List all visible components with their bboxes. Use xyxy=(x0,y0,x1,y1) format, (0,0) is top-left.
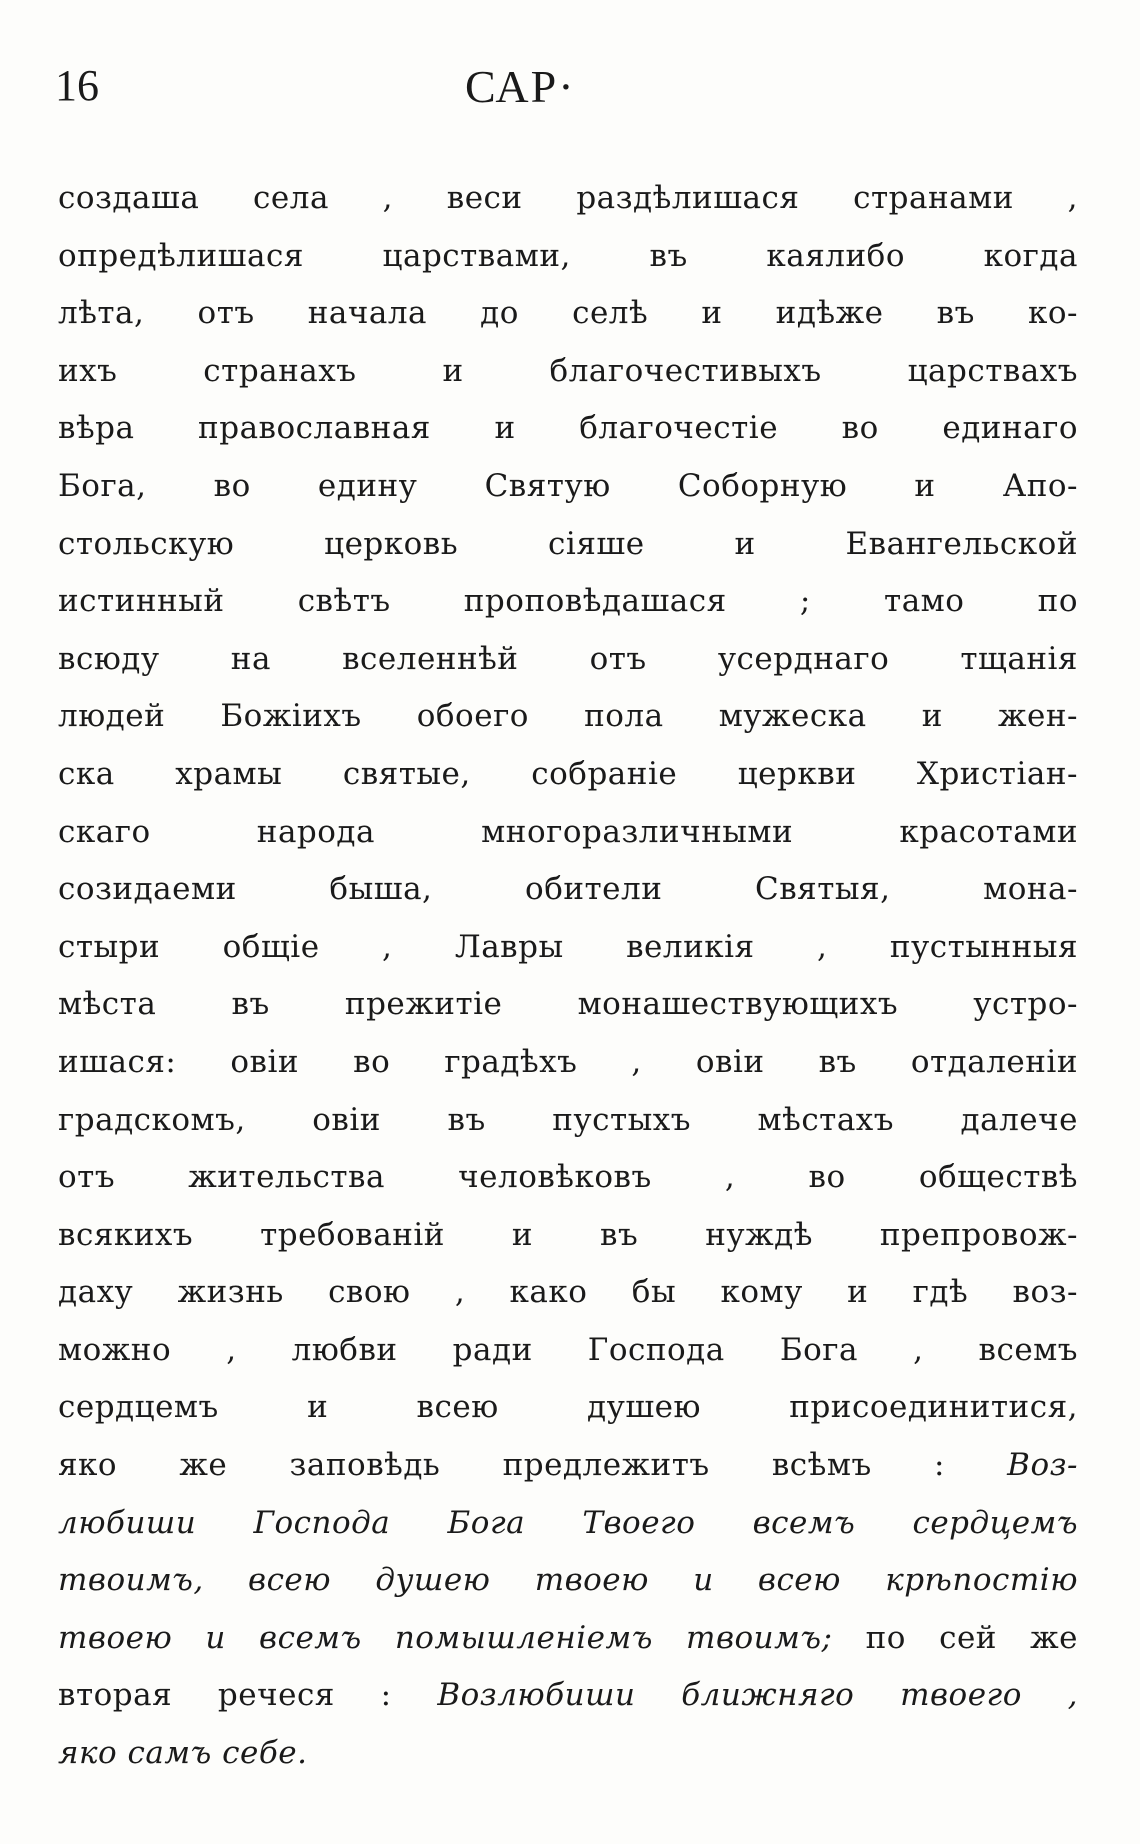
line-text: Бога, во едину Святую Соборную и Апо- xyxy=(58,467,1078,504)
line-italic-text: яко самъ себе. xyxy=(58,1735,308,1772)
text-line xyxy=(58,343,1078,401)
text-line xyxy=(58,976,1078,1034)
text-line xyxy=(58,516,1078,574)
line-text: стыри общіе , Лавры великія , пустынныя xyxy=(58,928,1078,965)
line-text: вѣра православная и благочестіе во единаго xyxy=(58,410,1078,447)
text-line xyxy=(58,400,1078,458)
line-text: скаго народа многоразличными красотами xyxy=(58,813,1078,850)
line-italic-text: Возлюбиши ближняго твоего , xyxy=(437,1677,1079,1714)
text-line xyxy=(58,285,1078,343)
text-line xyxy=(58,804,1078,862)
line-italic-text: твоимъ, всею душею твоею и всею крѣпостію xyxy=(58,1562,1078,1599)
line-text: создаша села , веси раздѣлишася странами , xyxy=(58,180,1078,216)
text-line xyxy=(58,1667,1078,1725)
line-italic-text: Воз- xyxy=(1007,1447,1078,1484)
line-text-after: по сей же xyxy=(832,1619,1078,1656)
page-number: 16 xyxy=(55,61,99,110)
text-line xyxy=(58,228,1078,286)
line-text: опредѣлишася царствами, въ каялибо когда xyxy=(58,237,1078,274)
line-text: стольскую церковь сіяше и Евангельской xyxy=(58,525,1078,562)
text-line xyxy=(58,746,1078,804)
text-line xyxy=(58,170,1078,228)
text-line xyxy=(58,919,1078,977)
line-text: можно , любви ради Господа Бога , всемъ xyxy=(58,1331,1078,1368)
text-line xyxy=(58,1437,1078,1495)
text-line xyxy=(58,1495,1078,1553)
text-line xyxy=(58,1092,1078,1150)
text-line xyxy=(58,861,1078,919)
line-text: мѣста въ прежитіе монашествующихъ устро- xyxy=(58,986,1078,1023)
line-italic-text: любиши Господа Бога Твоего всемъ сердцемъ xyxy=(58,1504,1078,1541)
line-text: истинный свѣтъ проповѣдашася ; тамо по xyxy=(58,583,1078,620)
text-line xyxy=(58,1207,1078,1265)
text-line xyxy=(58,688,1078,746)
page-header xyxy=(55,60,1065,140)
line-text: градскомъ, овіи въ пустыхъ мѣстахъ далече xyxy=(58,1101,1078,1138)
text-line xyxy=(58,1379,1078,1437)
text-line xyxy=(58,1610,1078,1668)
line-italic-text: твоею и всемъ помышленіемъ твоимъ; xyxy=(58,1619,833,1656)
line-text: ишася: овіи во градѣхъ , овіи въ отдаленіи xyxy=(58,1043,1078,1080)
running-head: САР· xyxy=(465,61,576,112)
text-line xyxy=(58,1149,1078,1207)
line-text: ихъ странахъ и благочестивыхъ царствахъ xyxy=(58,352,1078,389)
text-line xyxy=(58,1034,1078,1092)
line-text: людей Божіихъ обоего пола мужеска и жен- xyxy=(58,698,1078,735)
line-text: всякихъ требованій и въ нуждѣ препровож- xyxy=(58,1216,1078,1253)
text-line xyxy=(58,1725,1078,1783)
line-text: сердцемъ и всею душею присоединитися, xyxy=(58,1389,1078,1426)
line-text: вторая речеся : xyxy=(58,1677,438,1714)
text-line xyxy=(58,1264,1078,1322)
line-text: лѣта, отъ начала до селѣ и идѣже въ ко- xyxy=(58,295,1078,332)
line-text: яко же заповѣдь предлежитъ всѣмъ : xyxy=(58,1447,1008,1484)
line-text: ска храмы святые, собраніе церкви Христіан- xyxy=(58,755,1078,792)
line-text: отъ жительства человѣковъ , во обществѣ xyxy=(58,1159,1078,1196)
text-line xyxy=(58,631,1078,689)
line-text: даху жизнь свою , како бы кому и гдѣ воз- xyxy=(58,1274,1078,1311)
line-text: созидаеми быша, обители Святыя, мона- xyxy=(58,871,1078,908)
line-text: всюду на вселеннѣй отъ усерднаго тщанія xyxy=(58,640,1078,677)
text-line xyxy=(58,573,1078,631)
body-text xyxy=(58,170,1078,1783)
text-line xyxy=(58,1552,1078,1610)
text-line xyxy=(58,1322,1078,1380)
text-line xyxy=(58,458,1078,516)
